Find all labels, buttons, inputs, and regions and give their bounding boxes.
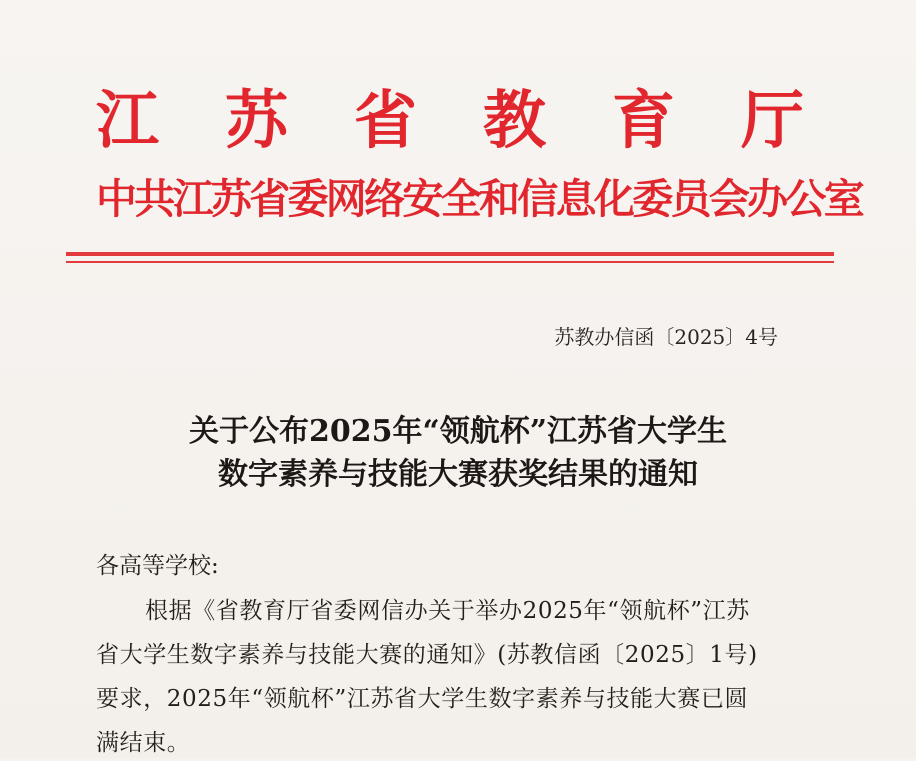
letterhead-char: 江 (96, 83, 159, 157)
salutation: 各高等学校: (96, 553, 219, 579)
document-number: 苏教办信函〔2025〕4号 (554, 325, 778, 349)
paragraph-line: 根据《省教育厅省委网信办关于举办2025年“领航杯”江苏 (145, 598, 750, 624)
letterhead-char: 厅 (741, 83, 804, 157)
letterhead-char: 省 (354, 83, 417, 157)
paragraph-line: 满结束。 (96, 730, 191, 756)
document-title-line2: 数字素养与技能大赛获奖结果的通知 (218, 457, 698, 492)
paragraph-line: 要求，2025年“领航杯”江苏省大学生数字素养与技能大赛已圆 (96, 686, 749, 712)
letterhead-secondary: 中共江苏省委网络安全和信息化委员会办公室 (96, 175, 862, 223)
letterhead-primary (96, 80, 804, 160)
letterhead-char: 教 (483, 83, 546, 157)
paragraph-line: 省大学生数字素养与技能大赛的通知》(苏教信函〔2025〕1号) (96, 642, 758, 668)
letterhead-rule-thick (66, 252, 834, 256)
letterhead-char: 苏 (225, 83, 288, 157)
letterhead-char: 育 (612, 83, 675, 157)
document-title-line1: 关于公布2025年“领航杯”江苏省大学生 (188, 414, 727, 449)
letterhead-rule-thin (66, 261, 834, 263)
